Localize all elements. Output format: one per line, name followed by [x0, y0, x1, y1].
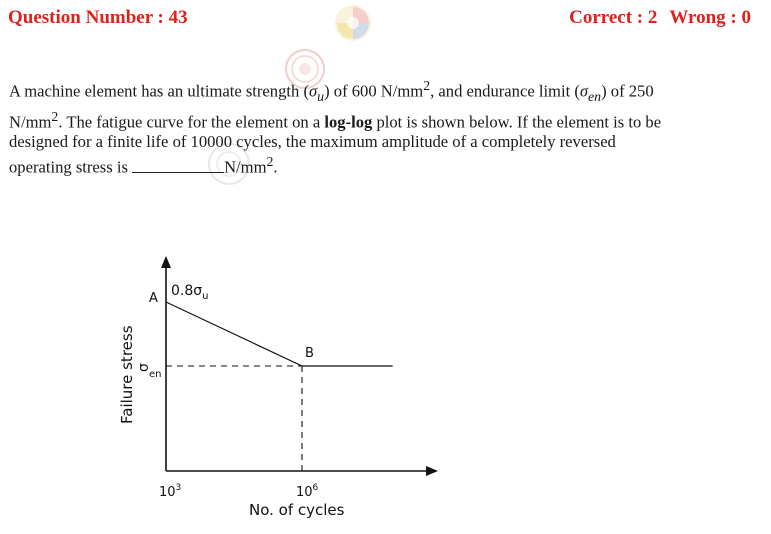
- svg-text:σ: σ: [136, 363, 152, 372]
- question-number: Question Number : 43: [8, 7, 188, 28]
- svg-text:Failure stress: Failure stress: [118, 325, 136, 424]
- y-axis-label: [118, 325, 136, 424]
- y-axis-arrow-icon: [161, 256, 171, 268]
- point-a-label: A: [149, 291, 158, 306]
- question-line-1: A machine element has an ultimate strength $(\sigma_u)$ of 600 $N/mm^2$, and endurance limit $(\sigma_{en})$ of 250: [9, 78, 654, 104]
- curve-segment-ab: [166, 302, 302, 366]
- x-axis-arrow-icon: [426, 466, 438, 476]
- wrong-count: Wrong : 0: [669, 7, 751, 28]
- ultimate-fraction-label: $0.8\sigma_u$: [171, 283, 209, 302]
- question-line-2: $N/mm^2$. The fatigue curve for the element on a log-log plot is shown below. If the element is to be: [9, 108, 662, 132]
- x-tick-label: $10^3$: [159, 483, 182, 500]
- question-line-4: operating stress is $N/mm^2$.: [9, 154, 278, 177]
- endurance-limit-sub: en: [149, 369, 162, 380]
- correct-count: Correct : 2: [569, 7, 658, 28]
- x-axis-label: No. of cycles: [249, 501, 345, 519]
- question-line-3: designed for a finite life of 10000 cycles, the maximum amplitude of a completely reversed: [9, 132, 616, 152]
- point-b-label: B: [305, 346, 314, 361]
- x-tick-label: $10^6$: [296, 483, 319, 500]
